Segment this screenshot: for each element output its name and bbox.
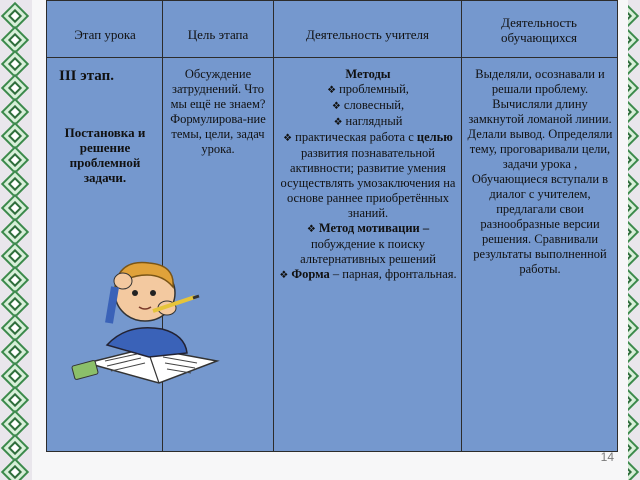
methods-title: Методы [345, 67, 391, 81]
header-stage: Этап урока [74, 27, 136, 42]
methods-list [277, 82, 459, 130]
teacher-activity [277, 67, 459, 283]
method-item: ❖ словесный, [331, 98, 405, 112]
method-item: ❖ проблемный, [327, 82, 409, 96]
method-item: ❖ наглядный [333, 114, 403, 128]
column-divider [273, 1, 274, 451]
motivation-method: ❖ Метод мотивации – побуждение к поиску альтернативных решений [300, 221, 436, 266]
ornament-icon [1, 458, 29, 480]
header-goal: Цель этапа [187, 27, 249, 42]
work-form: ❖ Форма – парная, фронтальная. [279, 267, 457, 281]
stage-number: III этап. [59, 68, 114, 84]
diamond-bullet-icon: ❖ [327, 85, 337, 96]
left-ornament-strip [0, 0, 30, 480]
lesson-table [46, 0, 618, 452]
slide [32, 0, 628, 480]
header-teacher: Деятельность учителя [306, 27, 429, 42]
diamond-bullet-icon: ❖ [331, 101, 341, 112]
header-students: Деятельность обучающихся [501, 15, 577, 45]
diamond-bullet-icon: ❖ [279, 270, 289, 281]
header-divider [47, 57, 617, 58]
page-number: 14 [600, 450, 614, 464]
diamond-bullet-icon: ❖ [283, 133, 293, 144]
diamond-bullet-icon: ❖ [333, 117, 343, 128]
student-activity: Выделяли, осознавали и решали проблему. Вычисляли длину замкнутой ломаной линии. Делали вывод. Определяли тему, проговаривали цели, задачи урока , Обучающиеся вступали в диалог с учителем, предлагали свои разнообразные версии решения. Сравнивали результаты выполненной работы. [467, 67, 613, 276]
practical-work: ❖ практическая работа с целью развития познавательной активности; развитие умения осуществлять умозаключения на основе раннее приобретённых знаний. [280, 130, 456, 220]
stage-goal: Обсуждение затруднений. Что мы ещё не знаем? Формулирова-ние темы, цели, задач урока. [170, 67, 266, 156]
column-divider [461, 1, 462, 451]
diamond-bullet-icon: ❖ [306, 224, 316, 235]
stage-name: Постановка и решение проблемной задачи. [64, 125, 146, 185]
boy-reading-book-illustration [67, 253, 227, 393]
